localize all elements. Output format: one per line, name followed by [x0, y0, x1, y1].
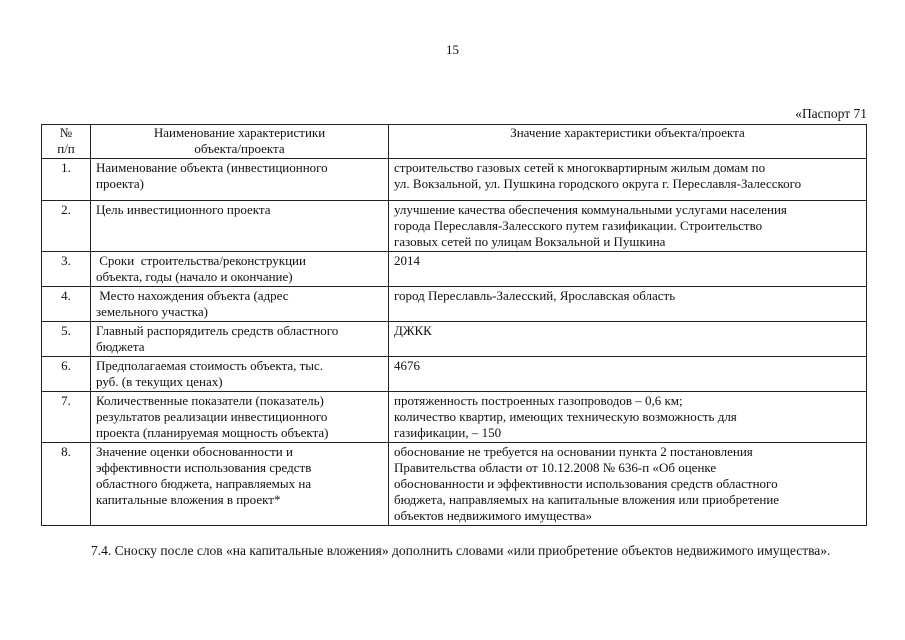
row-value [389, 287, 867, 322]
row-characteristic [91, 322, 389, 357]
row-value [389, 322, 867, 357]
header-num-line: п/п [57, 141, 75, 156]
cell-line: проекта (планируемая мощность объекта) [96, 425, 329, 440]
table-row [42, 322, 867, 357]
cell-line: Цель инвестиционного проекта [96, 202, 271, 217]
cell-line: проекта) [96, 176, 144, 191]
cell-line: результатов реализации инвестиционного [96, 409, 328, 424]
cell-line: бюджета, направляемых на капитальные вложения или приобретение [394, 492, 780, 507]
passport-label: «Паспорт 71 [795, 106, 867, 121]
row-value [389, 159, 867, 201]
cell-line: капитальные вложения в проект* [96, 492, 281, 507]
cell-line: ДЖКК [394, 323, 432, 338]
table-row [42, 201, 867, 252]
row-characteristic [91, 357, 389, 392]
header-value [389, 125, 867, 159]
cell-line: 2014 [394, 253, 420, 268]
row-characteristic [91, 201, 389, 252]
table-row [42, 252, 867, 287]
cell-line: Место нахождения объекта (адрес [96, 288, 289, 303]
row-value [389, 392, 867, 443]
amendment-paragraph: 7.4. Сноску после слов «на капитальные вложения» дополнить словами «или приобретение объектов недвижимого имущества». [91, 543, 831, 558]
cell-line: руб. (в текущих ценах) [96, 374, 223, 389]
cell-line: газовых сетей по улицам Вокзальной и Пушкина [394, 234, 666, 249]
row-characteristic [91, 287, 389, 322]
cell-line: объекта, годы (начало и окончание) [96, 269, 293, 284]
cell-line: обоснованности и эффективности использования средств областного [394, 476, 778, 491]
cell-line: Значение оценки обоснованности и [96, 444, 293, 459]
header-name [91, 125, 389, 159]
row-value [389, 443, 867, 526]
row-value [389, 201, 867, 252]
table-row [42, 357, 867, 392]
cell-line: Главный распорядитель средств областного [96, 323, 339, 338]
row-number: 7. [42, 392, 91, 443]
cell-line: газификации, – 150 [394, 425, 502, 440]
cell-line: бюджета [96, 339, 145, 354]
cell-line: протяженность построенных газопроводов – 0,6 км; [394, 393, 683, 408]
row-number: 4. [42, 287, 91, 322]
cell-line: город Переславль-Залесский, Ярославская область [394, 288, 676, 303]
row-number: 8. [42, 443, 91, 526]
table-header-row [42, 125, 867, 159]
row-number: 6. [42, 357, 91, 392]
row-characteristic [91, 252, 389, 287]
cell-line: обоснование не требуется на основании пункта 2 постановления [394, 444, 753, 459]
cell-line: строительство газовых сетей к многоквартирным жилым домам по [394, 160, 766, 175]
cell-line: количество квартир, имеющих техническую возможность для [394, 409, 737, 424]
row-number: 2. [42, 201, 91, 252]
cell-line: объектов недвижимого имущества» [394, 508, 592, 523]
row-number: 3. [42, 252, 91, 287]
cell-line: города Переславля-Залесского путем газификации. Строительство [394, 218, 763, 233]
cell-line: Сроки строительства/реконструкции [96, 253, 306, 268]
header-name-line: Наименование характеристики [153, 125, 326, 140]
cell-line: 4676 [394, 358, 420, 373]
cell-line: Правительства области от 10.12.2008 № 636-п «Об оценке [394, 460, 717, 475]
cell-line: улучшение качества обеспечения коммунальными услугами населения [394, 202, 787, 217]
header-name-line: объекта/проекта [194, 141, 285, 156]
row-number: 5. [42, 322, 91, 357]
cell-line: Предполагаемая стоимость объекта, тыс. [96, 358, 324, 373]
cell-line: Наименование объекта (инвестиционного [96, 160, 328, 175]
row-characteristic [91, 392, 389, 443]
table-row [42, 159, 867, 201]
cell-line: эффективности использования средств [96, 460, 312, 475]
header-num [42, 125, 91, 159]
cell-line: областного бюджета, направляемых на [96, 476, 312, 491]
header-value-line: Значение характеристики объекта/проекта [510, 125, 745, 140]
row-number: 1. [42, 159, 91, 201]
table-row [42, 287, 867, 322]
table-row [42, 392, 867, 443]
row-value [389, 252, 867, 287]
row-characteristic [91, 443, 389, 526]
cell-line: Количественные показатели (показатель) [96, 393, 324, 408]
passport-table [41, 124, 867, 526]
row-value [389, 357, 867, 392]
header-num-line: № [59, 125, 73, 140]
cell-line: земельного участка) [96, 304, 209, 319]
row-characteristic [91, 159, 389, 201]
page-number: 15 [446, 42, 459, 57]
cell-line: ул. Вокзальной, ул. Пушкина городского округа г. Переславля-Залесского [394, 176, 802, 191]
table-row [42, 443, 867, 526]
